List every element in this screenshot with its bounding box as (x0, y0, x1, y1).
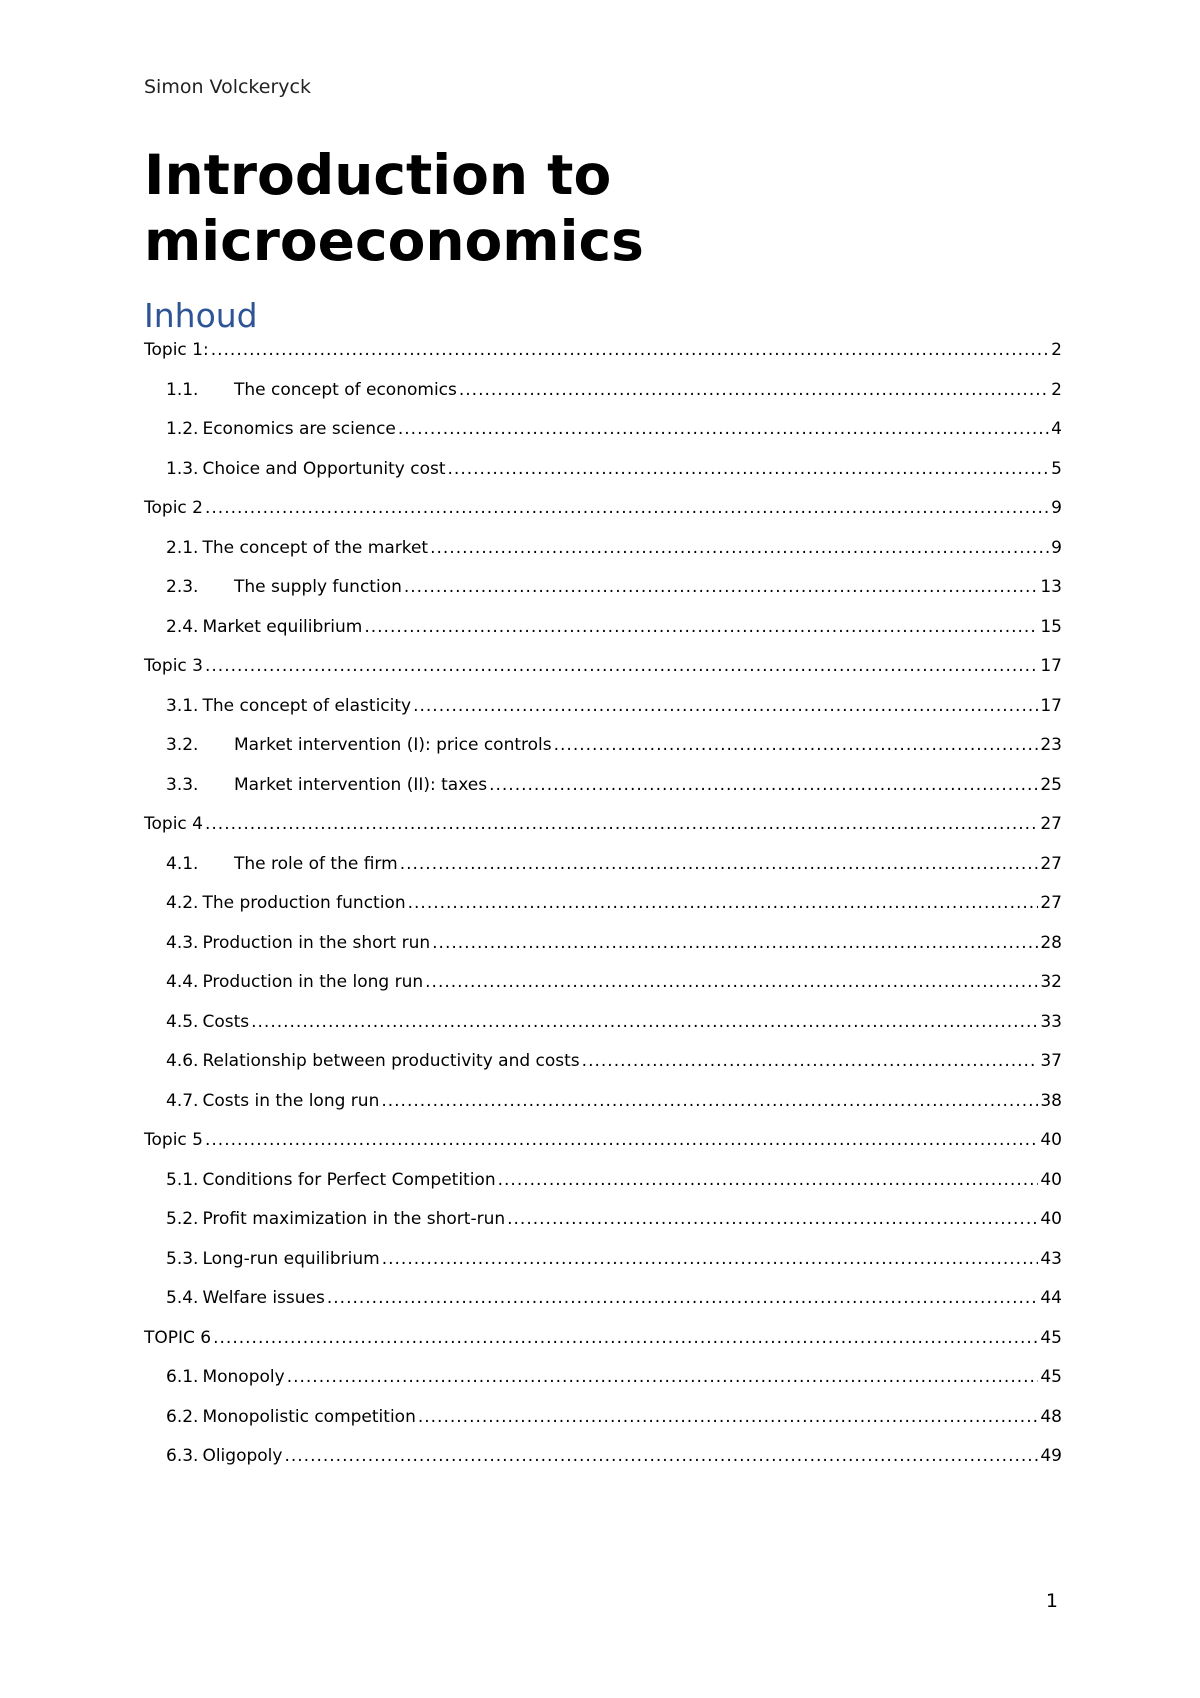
toc-dot-leader (205, 1130, 1038, 1150)
toc-dot-leader (287, 1367, 1039, 1387)
toc-dot-leader (205, 498, 1049, 518)
toc-entry-page: 27 (1040, 893, 1062, 913)
toc-entry-number: 4.7. (166, 1090, 199, 1111)
toc-entry-page: 2 (1051, 340, 1062, 360)
toc-entry-label: Topic 5 (144, 1130, 203, 1150)
toc-entry-label: The supply function (234, 577, 402, 597)
toc-entry-number: 6.1. (166, 1367, 199, 1387)
toc-entry[interactable] (144, 775, 1062, 815)
toc-entry-label: Monopolistic competition (202, 1406, 416, 1427)
toc-dot-leader (404, 577, 1038, 597)
toc-entry-label: Welfare issues (202, 1288, 325, 1308)
toc-entry-label: Production in the short run (202, 932, 431, 953)
toc-entry-page: 9 (1051, 498, 1062, 518)
toc-entry-page: 15 (1040, 616, 1062, 637)
toc-dot-leader (205, 656, 1038, 676)
toc-entry-page: 5 (1051, 458, 1062, 479)
toc-entry-page: 28 (1040, 932, 1062, 953)
toc-entry-page: 23 (1040, 735, 1062, 755)
toc-entry-number: 1.3. (166, 458, 199, 479)
toc-entry[interactable] (144, 1328, 1062, 1368)
toc-entry-page: 44 (1040, 1288, 1062, 1308)
table-of-contents (144, 340, 1062, 1486)
toc-entry[interactable] (144, 340, 1062, 380)
toc-dot-leader (413, 696, 1038, 716)
toc-entry-page: 43 (1040, 1248, 1062, 1269)
toc-entry-page: 27 (1040, 814, 1062, 834)
toc-entry[interactable] (144, 854, 1062, 894)
toc-entry-number: 2.3. (166, 577, 199, 597)
toc-entry[interactable] (144, 1051, 1062, 1091)
toc-dot-leader (432, 933, 1038, 953)
toc-dot-leader (400, 854, 1039, 874)
toc-dot-leader (489, 775, 1038, 795)
toc-entry-label: Costs (202, 1011, 250, 1032)
toc-entry-number: 4.2. (166, 893, 199, 913)
toc-entry[interactable] (144, 1012, 1062, 1052)
toc-entry-number: 1.1. (166, 379, 199, 400)
toc-dot-leader (382, 1249, 1039, 1269)
toc-entry-label: Oligopoly (202, 1446, 283, 1466)
toc-entry-page: 48 (1040, 1406, 1062, 1427)
toc-entry-label: Production in the long run (202, 972, 424, 992)
toc-entry[interactable] (144, 1288, 1062, 1328)
toc-entry[interactable] (144, 1249, 1062, 1289)
toc-entry-label: Topic 1: (144, 340, 209, 360)
toc-entry-number: 1.2. (166, 419, 199, 439)
toc-entry-number: 3.2. (166, 735, 199, 755)
toc-dot-leader (211, 340, 1049, 360)
toc-entry-label: TOPIC 6 (144, 1327, 212, 1348)
toc-entry-label: Market intervention (II): taxes (234, 774, 488, 795)
toc-entry-label: Economics are science (202, 419, 396, 439)
toc-entry[interactable] (144, 696, 1062, 736)
toc-entry-number: 4.4. (166, 972, 199, 992)
toc-entry[interactable] (144, 459, 1062, 499)
toc-entry-label: Profit maximization in the short-run (202, 1209, 506, 1229)
toc-entry[interactable] (144, 1367, 1062, 1407)
toc-entry[interactable] (144, 933, 1062, 973)
toc-entry-label: Long-run equilibrium (202, 1248, 380, 1269)
toc-entry[interactable] (144, 893, 1062, 933)
toc-dot-leader (507, 1209, 1038, 1229)
toc-entry-label: Monopoly (202, 1367, 285, 1387)
toc-entry[interactable] (144, 972, 1062, 1012)
toc-dot-leader (327, 1288, 1039, 1308)
toc-entry-label: Conditions for Perfect Competition (202, 1169, 496, 1190)
toc-entry-number: 4.3. (166, 932, 199, 953)
toc-entry[interactable] (144, 1446, 1062, 1486)
toc-entry[interactable] (144, 498, 1062, 538)
toc-entry-number: 5.1. (166, 1169, 199, 1190)
toc-entry[interactable] (144, 1407, 1062, 1447)
toc-entry-page: 49 (1040, 1446, 1062, 1466)
toc-dot-leader (418, 1407, 1039, 1427)
toc-entry[interactable] (144, 380, 1062, 420)
toc-dot-leader (582, 1051, 1039, 1071)
toc-entry-number: 2.1. (166, 537, 199, 558)
toc-dot-leader (381, 1091, 1038, 1111)
toc-dot-leader (398, 419, 1049, 439)
toc-entry[interactable] (144, 617, 1062, 657)
toc-entry-number: 3.3. (166, 774, 199, 795)
toc-dot-leader (364, 617, 1038, 637)
toc-entry-page: 25 (1040, 774, 1062, 795)
toc-entry-label: The concept of the market (202, 537, 429, 558)
toc-entry-number: 4.6. (166, 1051, 199, 1071)
document-title: Introduction to microeconomics (144, 143, 644, 273)
toc-entry-number: 5.4. (166, 1288, 199, 1308)
toc-heading: Inhoud (144, 296, 258, 335)
toc-dot-leader (408, 893, 1039, 913)
toc-dot-leader (425, 972, 1038, 992)
toc-dot-leader (459, 380, 1049, 400)
toc-entry-number: 4.1. (166, 853, 199, 874)
toc-dot-leader (498, 1170, 1039, 1190)
toc-entry[interactable] (144, 1209, 1062, 1249)
toc-entry-label: The role of the firm (234, 853, 398, 874)
toc-entry-label: Topic 2 (144, 498, 203, 518)
toc-entry[interactable] (144, 1130, 1062, 1170)
toc-dot-leader (430, 538, 1049, 558)
toc-dot-leader (554, 735, 1039, 755)
toc-entry-label: Topic 3 (144, 656, 203, 676)
toc-entry-page: 33 (1040, 1011, 1062, 1032)
toc-dot-leader (284, 1446, 1038, 1466)
toc-entry-number: 2.4. (166, 616, 199, 637)
toc-entry[interactable] (144, 419, 1062, 459)
toc-entry-page: 45 (1040, 1367, 1062, 1387)
toc-entry[interactable] (144, 1170, 1062, 1210)
header-author: Simon Volckeryck (144, 76, 311, 98)
toc-entry-page: 40 (1040, 1169, 1062, 1190)
toc-entry[interactable] (144, 656, 1062, 696)
toc-entry[interactable] (144, 735, 1062, 775)
toc-entry-number: 6.3. (166, 1446, 199, 1466)
toc-entry-number: 4.5. (166, 1011, 199, 1032)
toc-entry-page: 38 (1040, 1090, 1062, 1111)
toc-entry-number: 5.3. (166, 1248, 199, 1269)
toc-entry-label: Market equilibrium (202, 616, 363, 637)
toc-dot-leader (448, 459, 1050, 479)
toc-entry-label: Costs in the long run (202, 1090, 380, 1111)
toc-entry-label: Relationship between productivity and costs (202, 1051, 580, 1071)
toc-entry-page: 4 (1051, 419, 1062, 439)
toc-entry-label: Market intervention (I): price controls (234, 735, 552, 755)
toc-entry-page: 37 (1040, 1051, 1062, 1071)
toc-dot-leader (213, 1328, 1038, 1348)
toc-entry-page: 45 (1040, 1327, 1062, 1348)
toc-entry-number: 6.2. (166, 1406, 199, 1427)
toc-entry[interactable] (144, 577, 1062, 617)
toc-entry-page: 2 (1051, 379, 1062, 400)
toc-entry[interactable] (144, 814, 1062, 854)
toc-entry-page: 17 (1040, 656, 1062, 676)
toc-dot-leader (205, 814, 1038, 834)
toc-entry-label: The concept of elasticity (202, 695, 412, 716)
page-number: 1 (1045, 1590, 1058, 1612)
toc-entry-label: Choice and Opportunity cost (202, 458, 446, 479)
toc-entry-page: 40 (1040, 1130, 1062, 1150)
toc-entry-label: Topic 4 (144, 814, 203, 834)
toc-entry-number: 3.1. (166, 695, 199, 716)
toc-entry-page: 27 (1040, 853, 1062, 874)
toc-entry-page: 32 (1040, 972, 1062, 992)
toc-entry-label: The concept of economics (234, 379, 457, 400)
toc-entry-label: The production function (202, 893, 406, 913)
toc-dot-leader (251, 1012, 1038, 1032)
toc-entry-page: 9 (1051, 537, 1062, 558)
toc-entry-page: 17 (1040, 695, 1062, 716)
toc-entry[interactable] (144, 538, 1062, 578)
toc-entry-page: 13 (1040, 577, 1062, 597)
toc-entry-number: 5.2. (166, 1209, 199, 1229)
toc-entry[interactable] (144, 1091, 1062, 1131)
toc-entry-page: 40 (1040, 1209, 1062, 1229)
